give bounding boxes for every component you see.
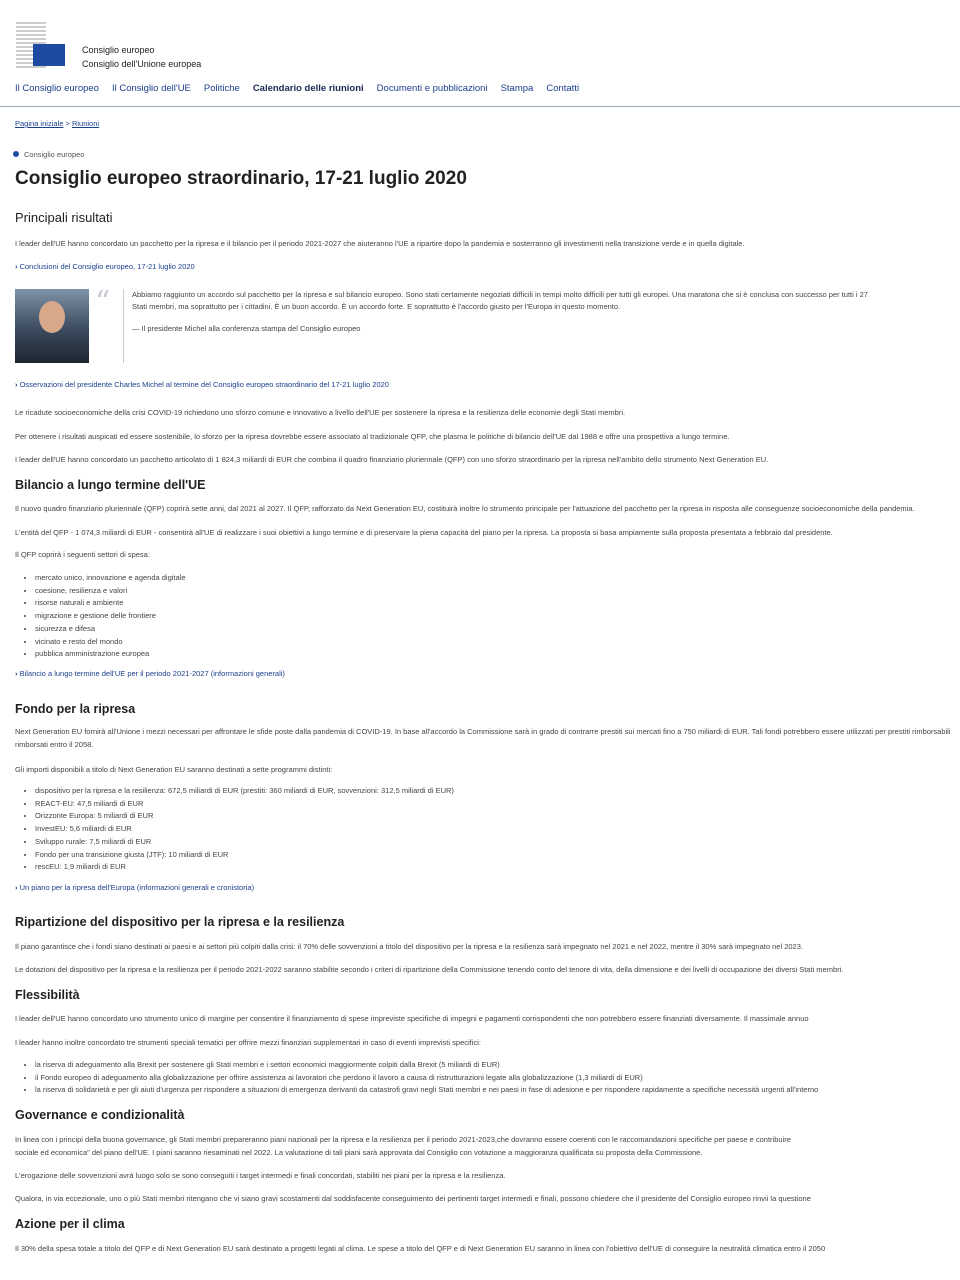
- paragraph: I leader dell'UE hanno concordato un pacchetto articolato di 1 824,3 miliardi di EUR che combina il quadro finanziario pluriennale (QFP) con uno sforzo straordinario per la ripresa nell'ambito dello strumento Next Generation EU.: [15, 455, 769, 464]
- tag-label: Consiglio europeo: [24, 150, 85, 159]
- list-item: • Orizzonte Europa: 5 miliardi di EUR: [35, 810, 454, 823]
- nav-item[interactable]: Documenti e pubblicazioni: [376, 83, 488, 94]
- section-heading: Ripartizione del dispositivo per la ripresa e la resilienza: [15, 915, 345, 929]
- president-photo: [15, 289, 89, 363]
- quote-attribution: — Il presidente Michel alla conferenza stampa del Consiglio europeo: [132, 324, 361, 333]
- list-item: • migrazione e gestione delle frontiere: [35, 610, 186, 623]
- nav-item[interactable]: Il Consiglio dell'UE: [111, 83, 191, 94]
- nav-item[interactable]: Stampa: [500, 83, 534, 94]
- paragraph: Per ottenere i risultati auspicati ed essere sostenibile, lo sforzo per la ripresa dovrebbe essere associato al tradizionale QFP, che plasma le politiche di bilancio dell'UE dal 1988 e offre una prospettiva a lungo termine.: [15, 432, 730, 441]
- list-item: • Fondo per una transizione giusta (JTF): 10 miliardi di EUR: [35, 849, 454, 862]
- breadcrumb-sep: >: [65, 119, 70, 128]
- paragraph: Il nuovo quadro finanziario pluriennale (QFP) coprirà sette anni, dal 2021 al 2027. Il QFP, rafforzato da Next Generation EU, costituirà inoltre lo strumento principale per l'attuazione del pacchetto per la ripresa in risposta alle conseguenze socioeconomiche della pandemia.: [15, 504, 915, 513]
- paragraph: In linea con i principi della buona governance, gli Stati membri prepareranno piani nazionali per la ripresa e la resilienza per il periodo 2021-2023,che dovranno essere coerenti con le raccomandazioni specifiche per paese e contribuire: [15, 1135, 791, 1144]
- nav-item[interactable]: Contatti: [546, 83, 580, 94]
- list-item: • la riserva di adeguamento alla Brexit per sostenere gli Stati membri e i settori economici maggiormente colpiti dalla Brexit (5 miliardi di EUR): [35, 1059, 818, 1072]
- paragraph: L'entità del QFP - 1 074,3 miliardi di EUR - consentirà all'UE di realizzare i suoi obiettivi a lungo termine e di preservare la piena capacità del piano per la ripresa. La proposta si basa ampiamente sulla proposta presentata a febbraio dal presidente.: [15, 528, 833, 537]
- list-item: • il Fondo europeo di adeguamento alla globalizzazione per offrire assistenza ai lavoratori che perdono il lavoro a causa di ristrutturazioni legate alla globalizzazione (1,3 miliardi di EUR): [35, 1072, 818, 1085]
- paragraph: Le ricadute socioeconomiche della crisi COVID-19 richiedono uno sforzo comune e innovativo a livello dell'UE per sostenere la ripresa e la resilienza delle economie degli Stati membri.: [15, 408, 626, 417]
- spending-list: [15, 572, 186, 661]
- org-line-2: Consiglio dell'Unione europea: [82, 59, 202, 69]
- section-heading: Fondo per la ripresa: [15, 702, 136, 716]
- section-heading: Flessibilità: [15, 988, 80, 1002]
- paragraph: Le dotazioni del dispositivo per la ripresa e la resilienza per il periodo 2021-2022 saranno stabilite secondo i criteri di ripartizione della Commissione tenendo conto del tenore di vita, della dimensione e dei livelli di occupazione dei diversi Stati membri.: [15, 965, 844, 974]
- paragraph: Il QFP coprirà i seguenti settori di spesa:: [15, 550, 150, 559]
- quote-text: Abbiamo raggiunto un accordo sul pacchetto per la ripresa e sul bilancio europeo. Sono stati certamente negoziati difficili in tempi molto difficili per tutti gli europei. Una maratona che si è conclusa con successo per tutti i 27 Stati membri, ma soprattutto per i cittadini. È un buon accordo. È un accordo forte. E soprattutto è l'accordo giusto per l'Europa in questo momento.: [132, 290, 868, 311]
- main-content: [15, 0, 960, 1280]
- list-item: • REACT-EU: 47,5 miliardi di EUR: [35, 798, 454, 811]
- breadcrumb-home[interactable]: Pagina iniziale: [15, 119, 64, 128]
- section-heading: Bilancio a lungo termine dell'UE: [15, 478, 206, 492]
- quote-mark-icon: “: [95, 285, 111, 320]
- list-item: • vicinato e resto del mondo: [35, 636, 186, 649]
- link[interactable]: › Un piano per la ripresa dell'Europa (informazioni generali e cronistoria): [15, 882, 254, 893]
- link[interactable]: › Bilancio a lungo termine dell'UE per il periodo 2021-2027 (informazioni generali): [15, 668, 285, 679]
- list-item: • la riserva di solidarietà e per gli aiuti d'urgenza per rispondere a situazioni di emergenza derivanti da catastrofi gravi negli Stati membri e nei paesi in fase di adesione e per rispondere rapidamente a specifiche necessità urgenti all'interno: [35, 1084, 818, 1097]
- nav-item-active[interactable]: Calendario delle riunioni: [252, 83, 364, 94]
- section-heading: Governance e condizionalità: [15, 1108, 185, 1122]
- section-heading: Principali risultati: [15, 210, 113, 225]
- list-item: • sicurezza e difesa: [35, 623, 186, 636]
- paragraph: I leader dell'UE hanno concordato uno strumento unico di margine per consentire il finanziamento di spese impreviste specifiche di impegni e pagamenti corrispondenti che non potrebbero essere finanziati diversamente. Il massimale annuo: [15, 1014, 809, 1023]
- list-item: • Sviluppo rurale: 7,5 miliardi di EUR: [35, 836, 454, 849]
- list-item: • coesione, resilienza e valori: [35, 585, 186, 598]
- instrument-list: [15, 1059, 818, 1097]
- link[interactable]: › Conclusioni del Consiglio europeo, 17-21 luglio 2020: [15, 261, 195, 272]
- link[interactable]: › Osservazioni del presidente Charles Michel al termine del Consiglio europeo straordinario del 17-21 luglio 2020: [15, 379, 389, 390]
- paragraph: L'erogazione delle sovvenzioni avrà luogo solo se sono conseguiti i target intermedi e finali concordati, stabiliti nei piani per la ripresa e la resilienza.: [15, 1171, 506, 1180]
- nav-item[interactable]: Il Consiglio europeo: [15, 83, 99, 94]
- list-item: • pubblica amministrazione europea: [35, 648, 186, 661]
- paragraph: I leader hanno inoltre concordato tre strumenti speciali tematici per offrire mezzi finanziari supplementari in caso di eventi imprevisti specifici:: [15, 1038, 481, 1047]
- page-title: Consiglio europeo straordinario, 17-21 luglio 2020: [15, 168, 467, 189]
- programme-list: [15, 785, 454, 874]
- list-item: • mercato unico, innovazione e agenda digitale: [35, 572, 186, 585]
- paragraph: Il piano garantisce che i fondi siano destinati ai paesi e ai settori più colpiti dalla crisi: il 70% delle sovvenzioni a titolo del dispositivo per la ripresa e la resilienza sarà impegnato nel 2021 e nel 2022, mentre il 30% sarà impegnato nel 2023.: [15, 942, 803, 951]
- paragraph: Il 30% della spesa totale a titolo del QFP e di Next Generation EU sarà destinato a progetti legati al clima. Le spese a titolo del QFP e di Next Generation EU saranno in linea con l'obiettivo dell'UE di conseguire la neutralità climatica entro il 2050: [15, 1244, 826, 1253]
- quote-block: [15, 285, 960, 375]
- list-item: • rescEU: 1,9 miliardi di EUR: [35, 861, 454, 874]
- breadcrumb-current[interactable]: Riunioni: [71, 119, 100, 128]
- list-item: • dispositivo per la ripresa e la resilienza: 672,5 miliardi di EUR (prestiti: 360 miliardi di EUR, sovvenzioni: 312,5 miliardi di EUR): [35, 785, 454, 798]
- list-item: • risorse naturali e ambiente: [35, 597, 186, 610]
- paragraph: Qualora, in via eccezionale, uno o più Stati membri ritengano che vi siano gravi scostamenti dal soddisfacente conseguimento dei pertinenti target intermedi e finali, possono chiedere che il presidente del Consiglio europeo rinvii la questione: [15, 1194, 811, 1203]
- list-item: • InvestEU: 5,6 miliardi di EUR: [35, 823, 454, 836]
- nav-item[interactable]: Politiche: [203, 83, 240, 94]
- paragraph: I leader dell'UE hanno concordato un pacchetto per la ripresa e il bilancio per il periodo 2021-2027 che aiuteranno l'UE a ripartire dopo la pandemia e sosterranno gli investimenti nella transizione verde e in quella digitale.: [15, 239, 745, 248]
- paragraph: Next Generation EU fornirà all'Unione i mezzi necessari per affrontare le sfide poste dalla pandemia di COVID-19. In base all'accordo la Commissione sarà in grado di contrarre prestiti sui mercati fino a 750 miliardi di EUR. Tali fondi potrebbero essere utilizzati per prestiti rimborsabili: [15, 727, 951, 736]
- paragraph: rimborsati entro il 2058.: [15, 740, 94, 749]
- section-heading: Azione per il clima: [15, 1217, 125, 1231]
- paragraph: Gli importi disponibili a titolo di Next Generation EU saranno destinati a sette programmi distinti:: [15, 765, 333, 774]
- org-line-1: Consiglio europeo: [82, 45, 155, 55]
- paragraph: sociale ed economica" del piano dell'UE. I piani saranno riesaminati nel 2022. La valutazione di tali piani sarà approvata dal Consiglio con votazione a maggioranza qualificata su proposta della Commissione.: [15, 1148, 703, 1157]
